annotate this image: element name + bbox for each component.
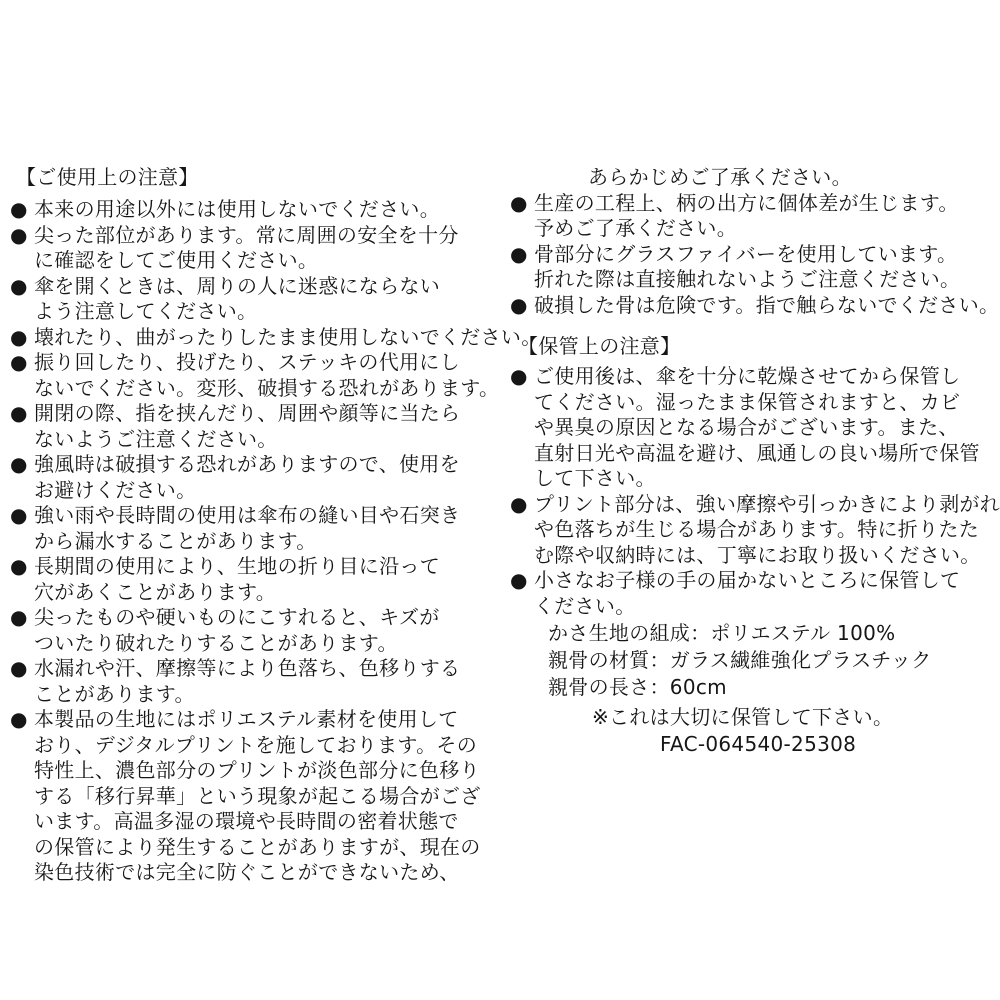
bullet-icon: ● (10, 197, 28, 221)
precaution-text: 強風時は破損する恐れがありますので、使用を (34, 452, 460, 476)
precaution-text: ください。 (534, 593, 636, 618)
precaution-text: 尖ったものや硬いものにこすれると、キズが (34, 605, 440, 629)
precaution-text: 骨部分にグラスファイバーを使用しています。 (534, 241, 958, 266)
spec-line: 親骨の長さ：60cm (548, 675, 727, 699)
bullet-icon: ● (510, 292, 528, 317)
precaution-text: 強い雨や長時間の使用は傘布の縫い目や石突き (34, 503, 461, 527)
precaution-text: 折れた際は直接触れないようご注意ください。 (534, 267, 961, 291)
storage-note: ※これは大切に保管して下さい。 (592, 705, 894, 729)
precaution-text: 小さなお子様の手の届かないところに保管して (534, 568, 961, 592)
precaution-text: 特性上、濃色部分のプリントが淡色部分に色移り (34, 758, 480, 782)
precaution-text: ついたり破れたりすることがあります。 (34, 630, 398, 655)
precaution-text: てください。湿ったまま保管されますと、カビ (534, 389, 961, 414)
bullet-icon: ● (10, 656, 28, 680)
precaution-text: ご使用後は、傘を十分に乾燥させてから保管し (534, 364, 961, 388)
precaution-text: 予めご了承ください。 (534, 216, 737, 240)
precaution-text: ないようご注意ください。 (34, 426, 278, 451)
precaution-text: 水漏れや汗、摩擦等により色落ち、色移りする (34, 656, 461, 680)
bullet-icon: ● (10, 605, 28, 629)
precaution-continuation: あらかじめご了承ください。 (588, 165, 852, 189)
bullet-icon: ● (510, 491, 528, 516)
precaution-text: 傘を開くときは、周りの人に迷惑にならない (34, 273, 440, 298)
precaution-text: 本来の用途以外には使用しないでください。 (34, 197, 440, 221)
bullet-icon: ● (510, 190, 528, 215)
bullet-icon: ● (510, 364, 528, 388)
bullet-icon: ● (10, 503, 28, 527)
section-heading-storage: 【保管上の注意】 (518, 334, 681, 358)
precaution-text: 直射日光や高温を避け、風通しの良い場所で保管 (534, 440, 980, 465)
precaution-text: ないでください。変形、破損する恐れがあります。 (34, 375, 500, 400)
precaution-text: 本製品の生地にはポリエステル素材を使用して (34, 707, 459, 731)
precaution-text: お避けください。 (34, 477, 197, 502)
product-code: FAC-064540-25308 (660, 732, 857, 756)
spec-line: かさ生地の組成：ポリエステル 100% (548, 621, 896, 645)
bullet-icon: ● (510, 241, 528, 266)
bullet-icon: ● (10, 324, 28, 349)
precaution-text: 振り回したり、投げたり、ステッキの代用にし (34, 350, 460, 374)
precaution-text: して下さい。 (534, 466, 656, 490)
spec-line: 親骨の材質：ガラス繊維強化プラスチック (548, 648, 932, 672)
precaution-text: 染色技術では完全に防ぐことができないため、 (34, 860, 460, 884)
precaution-text: よう注意してください。 (34, 299, 258, 323)
precaution-text: 壊れたり、曲がったりしたまま使用しないでください。 (34, 324, 542, 349)
section-heading-usage: 【ご使用上の注意】 (16, 165, 199, 189)
bullet-icon: ● (10, 554, 28, 578)
precaution-text: プリント部分は、強い摩擦や引っかきにより剥がれ (534, 491, 1000, 516)
precaution-text: 開閉の際、指を挟んだり、周囲や顔等に当たら (34, 401, 461, 425)
bullet-icon: ● (10, 452, 28, 476)
precaution-text: や色落ちが生じる場合があります。特に折りたた (534, 517, 979, 541)
precaution-text: や異臭の原因となる場合がございます。また、 (534, 415, 959, 439)
precaution-text: おり、デジタルプリントを施しております。その (34, 732, 477, 757)
precaution-text: います。高温多湿の環境や長時間の密着状態で (34, 809, 459, 833)
precaution-text: む際や収納時には、丁寧にお取り扱いください。 (534, 542, 981, 567)
bullet-icon: ● (10, 350, 28, 374)
precaution-text: から漏水することがあります。 (34, 528, 317, 553)
bullet-icon: ● (10, 273, 28, 298)
bullet-icon: ● (510, 568, 528, 592)
bullet-icon: ● (10, 401, 28, 425)
bullet-icon: ● (10, 222, 28, 247)
precaution-text: 尖った部位があります。常に周囲の安全を十分 (34, 222, 459, 247)
precaution-text: 生産の工程上、柄の出方に個体差が生じます。 (534, 190, 959, 215)
precaution-text: 長期間の使用により、生地の折り目に沿って (34, 554, 440, 578)
precaution-text: の保管により発生することがありますが、現在の (34, 834, 481, 859)
precaution-text: に確認をしてご使用ください。 (34, 248, 319, 272)
precaution-text: 穴があくことがあります。 (34, 579, 276, 604)
bullet-icon: ● (10, 707, 28, 731)
precaution-text: ことがあります。 (34, 681, 195, 706)
precaution-text: する「移行昇華」という現象が起こる場合がござ (34, 783, 481, 808)
precaution-text: 破損した骨は危険です。指で触らないでください。 (534, 292, 1000, 317)
